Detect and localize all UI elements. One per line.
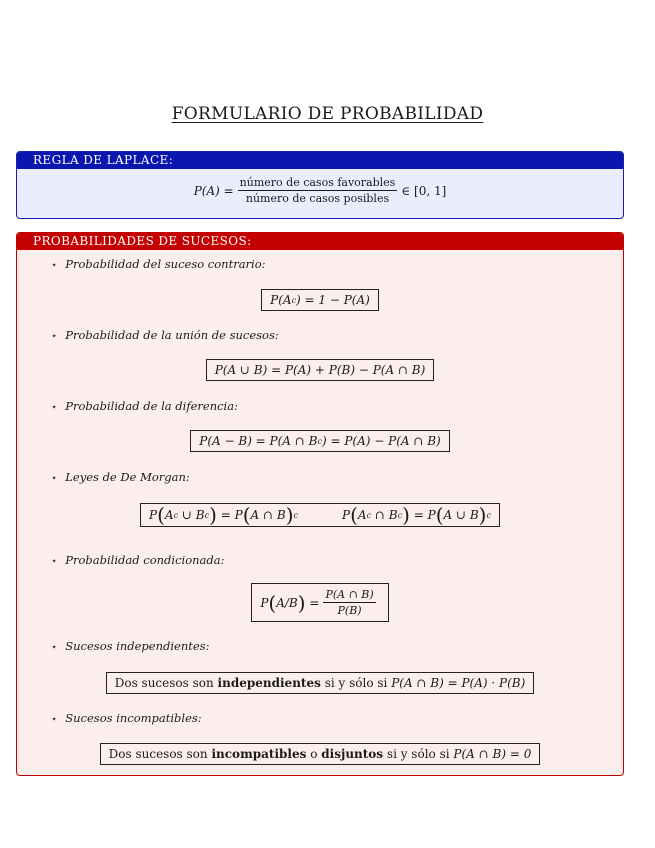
list-item: ⋆ Probabilidad del suceso contrario: <box>51 257 266 271</box>
star-icon: ⋆ <box>51 642 58 653</box>
list-item: ⋆ Probabilidad de la unión de sucesos: <box>51 328 279 342</box>
sucesos-box <box>16 232 624 776</box>
formula-union: P(A ∪ B) = P(A) + P(B) − P(A ∩ B) <box>17 359 623 381</box>
laplace-heading: REGLA DE LAPLACE: <box>17 152 623 169</box>
formula-diferencia: P(A − B) = P(A ∩ B c ) = P(A) − P(A ∩ B) <box>17 430 623 452</box>
star-icon: ⋆ <box>51 556 58 567</box>
laplace-box <box>16 151 624 219</box>
formula-condicionada: P ( A/B ) = $\frac{P(A \cap B)}{P(B)}$ <box>17 583 623 622</box>
formula-incompatibles: Dos sucesos son incompatibles o disjuntos si y sólo si P(A ∩ B) = 0 <box>17 743 623 765</box>
list-item: ⋆ Probabilidad de la diferencia: <box>51 399 238 413</box>
formula-contrario: P(A c ) = 1 − P(A) <box>17 289 623 311</box>
star-icon: ⋆ <box>51 473 58 484</box>
laplace-denominator: número de casos posibles <box>245 192 390 205</box>
star-icon: ⋆ <box>51 331 58 342</box>
list-item: ⋆ Probabilidad condicionada: <box>51 553 225 567</box>
star-icon: ⋆ <box>51 260 58 271</box>
sucesos-heading: PROBABILIDADES DE SUCESOS: <box>17 233 623 250</box>
formula-independientes: Dos sucesos son independientes si y sólo si P(A ∩ B) = P(A) · P(B) <box>17 672 623 694</box>
laplace-fraction <box>238 176 398 205</box>
formula-de-morgan: P ( A c ∪ B c ) = P ( A ∩ B ) c P ( A c ∩ B c ) = P ( A ∪ B ) c <box>17 503 623 527</box>
page-title: FORMULARIO DE PROBABILIDAD <box>171 104 484 124</box>
star-icon: ⋆ <box>51 714 58 725</box>
laplace-rhs: ∈ [0, 1] <box>401 183 447 198</box>
star-icon: ⋆ <box>51 402 58 413</box>
list-item: ⋆ Sucesos independientes: <box>51 639 210 653</box>
list-item: ⋆ Leyes de De Morgan: <box>51 470 190 484</box>
laplace-lhs: P(A) = <box>193 183 234 198</box>
laplace-numerator: número de casos favorables <box>239 176 396 189</box>
laplace-formula <box>17 176 623 205</box>
list-item: ⋆ Sucesos incompatibles: <box>51 711 202 725</box>
